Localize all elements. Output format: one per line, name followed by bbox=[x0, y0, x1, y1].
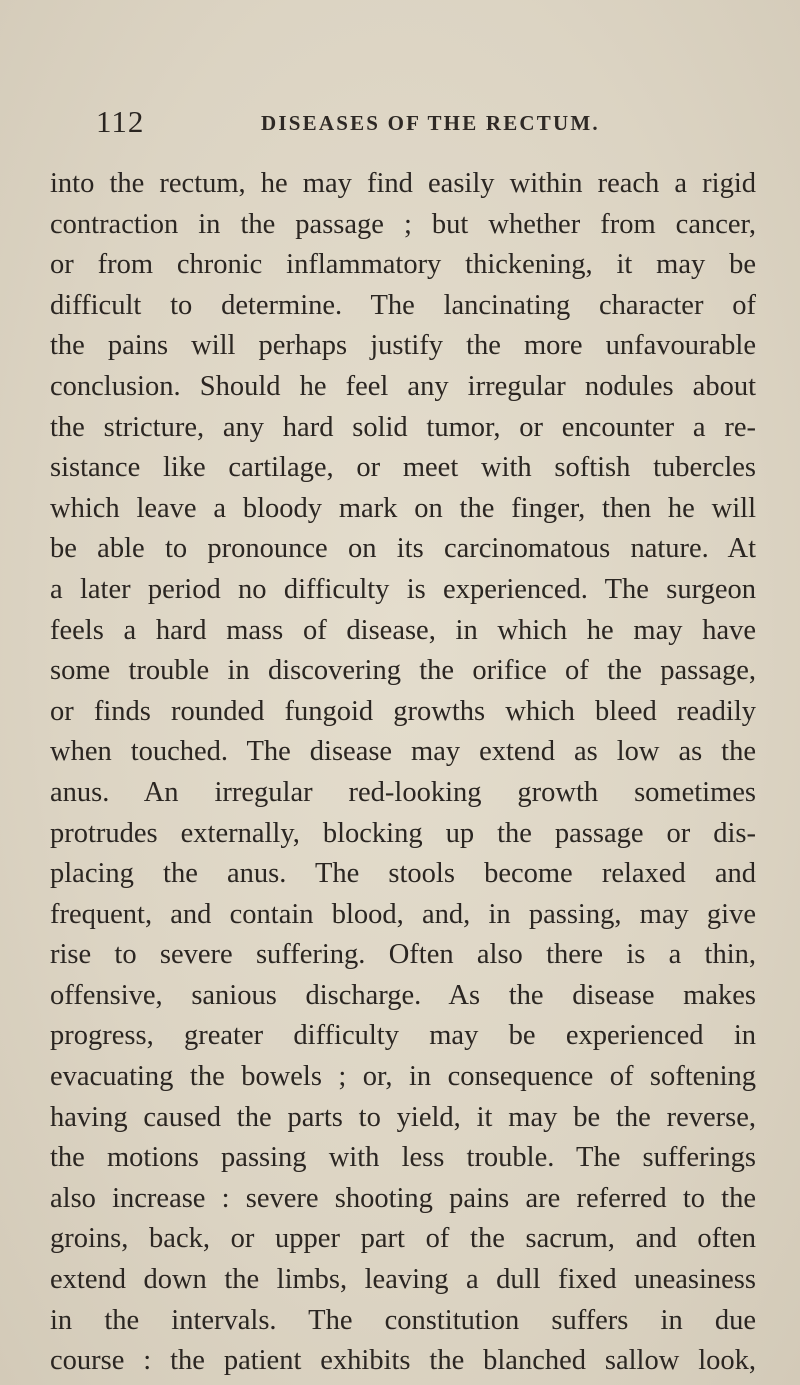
text-line: extend down the limbs, leaving a dull fixed uneasiness bbox=[50, 1264, 756, 1296]
text-line: feels a hard mass of disease, in which he may have bbox=[50, 614, 756, 646]
text-line: groins, back, or upper part of the sacrum, and often bbox=[50, 1223, 756, 1255]
text-line: in the intervals. The constitution suffers in due bbox=[50, 1304, 756, 1336]
text-line: frequent, and contain blood, and, in passing, may give bbox=[50, 898, 756, 930]
text-line: anus. An irregular red-looking growth sometimes bbox=[50, 776, 756, 808]
text-line: the motions passing with less trouble. The sufferings bbox=[50, 1142, 756, 1174]
running-title: DISEASES OF THE RECTUM. bbox=[261, 111, 600, 135]
page-number: 112 bbox=[96, 104, 145, 139]
text-line: which leave a bloody mark on the finger, then he will bbox=[50, 492, 756, 524]
text-line: when touched. The disease may extend as low as the bbox=[50, 736, 756, 768]
text-line: or finds rounded fungoid growths which bleed readily bbox=[50, 695, 756, 727]
text-line: sistance like cartilage, or meet with softish tubercles bbox=[50, 452, 756, 484]
text-line: conclusion. Should he feel any irregular nodules about bbox=[50, 370, 756, 402]
running-head bbox=[96, 104, 746, 144]
text-line: having caused the parts to yield, it may be the reverse, bbox=[50, 1101, 756, 1133]
text-line: protrudes externally, blocking up the passage or dis- bbox=[50, 817, 756, 849]
text-line: contraction in the passage ; but whether from cancer, bbox=[50, 208, 756, 240]
text-line: offensive, sanious discharge. As the disease makes bbox=[50, 979, 756, 1011]
text-line: some trouble in discovering the orifice of the passage, bbox=[50, 655, 756, 687]
body-text bbox=[50, 164, 756, 1382]
text-line: or from chronic inflammatory thickening, it may be bbox=[50, 249, 756, 281]
text-line: into the rectum, he may find easily within reach a rigid bbox=[50, 168, 756, 199]
text-line: the stricture, any hard solid tumor, or encounter a re- bbox=[50, 411, 756, 443]
text-line: placing the anus. The stools become relaxed and bbox=[50, 858, 756, 890]
text-line: course : the patient exhibits the blanched sallow look, bbox=[50, 1345, 756, 1377]
text-line: be able to pronounce on its carcinomatous nature. At bbox=[50, 533, 756, 565]
text-line: rise to severe suffering. Often also there is a thin, bbox=[50, 939, 756, 971]
text-line: evacuating the bowels ; or, in consequence of softening bbox=[50, 1061, 756, 1093]
text-line: progress, greater difficulty may be experienced in bbox=[50, 1020, 756, 1052]
text-line: also increase : severe shooting pains are referred to the bbox=[50, 1182, 756, 1214]
text-line: the pains will perhaps justify the more unfavourable bbox=[50, 330, 756, 362]
text-line: a later period no difficulty is experienced. The surgeon bbox=[50, 573, 756, 605]
text-line: difficult to determine. The lancinating character of bbox=[50, 289, 756, 321]
